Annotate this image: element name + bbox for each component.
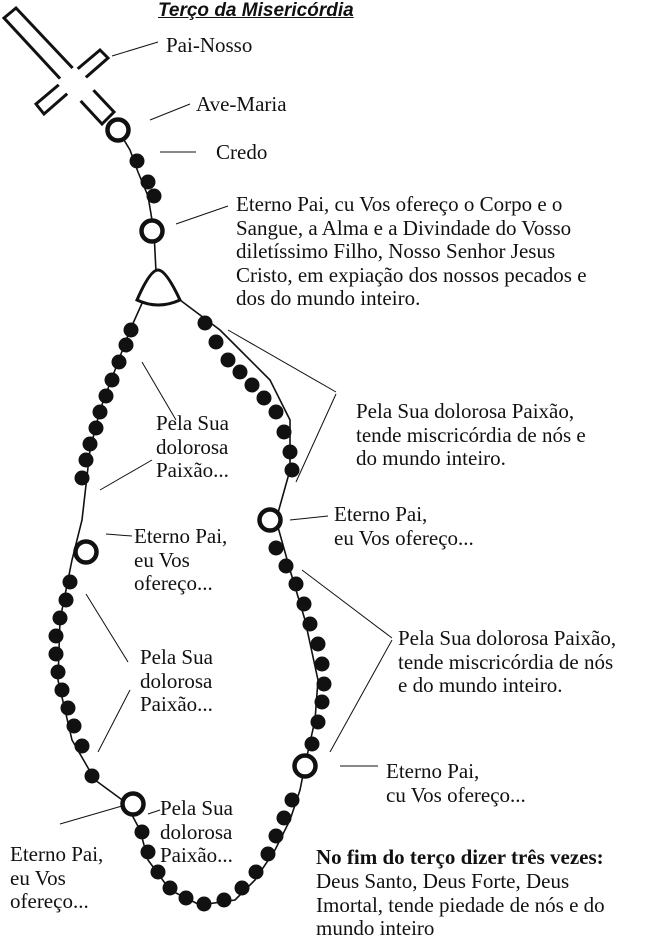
- label-eterno-pai-intro: Eterno Pai, cu Vos ofereço o Corpo e o Sangue, a Alma e a Divindade do Vosso diletíssimo Filho, Nosso Senhor Jesus Cristo, em expiação dos nossos pecados e dos do mundo inteiro.: [236, 192, 587, 310]
- hail-mary-bead: [75, 739, 90, 754]
- hail-mary-bead: [53, 611, 68, 626]
- hail-mary-bead: [130, 154, 145, 169]
- hail-mary-bead: [285, 463, 300, 478]
- label-eterno-pai-right-1: Eterno Pai, eu Vos ofereço...: [334, 502, 474, 550]
- medal-triangle: [137, 270, 180, 305]
- hail-mary-bead: [235, 881, 250, 896]
- cross-icon: [4, 8, 114, 124]
- hail-mary-bead: [179, 891, 194, 906]
- our-father-bead: [123, 794, 144, 815]
- hail-mary-bead: [197, 897, 212, 912]
- hail-mary-bead: [119, 338, 134, 353]
- hail-mary-bead: [83, 437, 98, 452]
- hail-mary-bead: [99, 389, 114, 404]
- leader-line: [106, 534, 132, 536]
- hail-mary-bead: [89, 421, 104, 436]
- label-eterno-pai-bottom: Eterno Pai, eu Vos ofereço...: [10, 842, 104, 913]
- hail-mary-bead: [49, 629, 64, 644]
- hail-mary-bead: [315, 657, 330, 672]
- hail-mary-bead: [277, 425, 292, 440]
- our-father-bead: [260, 510, 281, 531]
- hail-mary-bead: [141, 845, 156, 860]
- leader-line: [100, 460, 152, 490]
- ave-maria-bead: [108, 120, 129, 141]
- leader-line: [86, 594, 128, 662]
- label-pela-sua-right-2: Pela Sua dolorosa Paixão, tende miscricórdia de nós e do mundo inteiro.: [398, 626, 617, 697]
- hail-mary-bead: [67, 719, 82, 734]
- hail-mary-bead: [112, 355, 127, 370]
- hail-mary-bead: [311, 637, 326, 652]
- hail-mary-bead: [75, 471, 90, 486]
- our-father-bead: [142, 221, 163, 242]
- hail-mary-bead: [209, 335, 224, 350]
- hail-mary-bead: [147, 189, 162, 204]
- hail-mary-bead: [105, 373, 120, 388]
- hail-mary-bead: [85, 769, 100, 784]
- hail-mary-bead: [79, 453, 94, 468]
- hail-mary-bead: [217, 893, 232, 908]
- label-eterno-pai-left-1: Eterno Pai, eu Vos ofereço...: [134, 524, 228, 595]
- hail-mary-bead: [135, 825, 150, 840]
- label-pai-nosso: Pai-Nosso: [166, 33, 253, 57]
- leader-line: [290, 516, 328, 520]
- our-father-bead: [295, 756, 316, 777]
- leader-line: [176, 206, 228, 224]
- hail-mary-bead: [305, 737, 320, 752]
- hail-mary-bead: [163, 881, 178, 896]
- label-pela-sua-left-2: Pela Sua dolorosa Paixão...: [140, 645, 213, 716]
- hail-mary-bead: [297, 597, 312, 612]
- leader-line: [150, 104, 190, 120]
- hail-mary-bead: [51, 665, 66, 680]
- hail-mary-bead: [277, 811, 292, 826]
- hail-mary-bead: [269, 405, 284, 420]
- hail-mary-bead: [59, 593, 74, 608]
- leader-line: [148, 810, 160, 814]
- final-heading: No fim do terço dizer três vezes:: [316, 845, 604, 869]
- hail-mary-bead: [124, 323, 139, 338]
- hail-mary-bead: [141, 175, 156, 190]
- leader-line: [296, 394, 336, 482]
- label-credo: Credo: [216, 140, 268, 164]
- hail-mary-bead: [261, 847, 276, 862]
- final-prayer: Deus Santo, Deus Forte, Deus Imortal, tende piedade de nós e do mundo inteiro: [316, 869, 605, 940]
- hail-mary-bead: [283, 445, 298, 460]
- leader-line: [60, 806, 122, 824]
- hail-mary-bead: [93, 405, 108, 420]
- hail-mary-bead: [49, 647, 64, 662]
- hail-mary-bead: [269, 541, 284, 556]
- hail-mary-bead: [55, 683, 70, 698]
- label-pela-sua-right-1: Pela Sua dolorosa Paixão, tende miscricórdia de nós e do mundo inteiro.: [356, 399, 586, 470]
- label-eterno-pai-right-2: Eterno Pai, cu Vos ofereço...: [386, 759, 526, 807]
- hail-mary-bead: [279, 559, 294, 574]
- hail-mary-bead: [249, 865, 264, 880]
- hail-mary-bead: [289, 577, 304, 592]
- hail-mary-bead: [315, 695, 330, 710]
- hail-mary-bead: [198, 316, 213, 331]
- hail-mary-bead: [269, 829, 284, 844]
- page-title: Terço da Misericórdia: [158, 0, 354, 21]
- leader-line: [228, 330, 336, 392]
- hail-mary-bead: [61, 701, 76, 716]
- label-pela-sua-bottom: Pela Sua dolorosa Paixão...: [160, 796, 233, 867]
- label-ave-maria: Ave-Maria: [196, 92, 287, 116]
- hail-mary-bead: [233, 365, 248, 380]
- hail-mary-bead: [317, 677, 332, 692]
- our-father-bead: [76, 542, 97, 563]
- hail-mary-bead: [245, 378, 260, 393]
- label-pela-sua-left-1: Pela Sua dolorosa Paixão...: [156, 411, 229, 482]
- leader-line: [330, 640, 392, 752]
- leader-line: [98, 690, 130, 752]
- hail-mary-bead: [257, 391, 272, 406]
- leader-line: [112, 42, 158, 56]
- hail-mary-bead: [63, 575, 78, 590]
- hail-mary-bead: [303, 617, 318, 632]
- hail-mary-bead: [285, 793, 300, 808]
- hail-mary-bead: [221, 353, 236, 368]
- hail-mary-bead: [311, 715, 326, 730]
